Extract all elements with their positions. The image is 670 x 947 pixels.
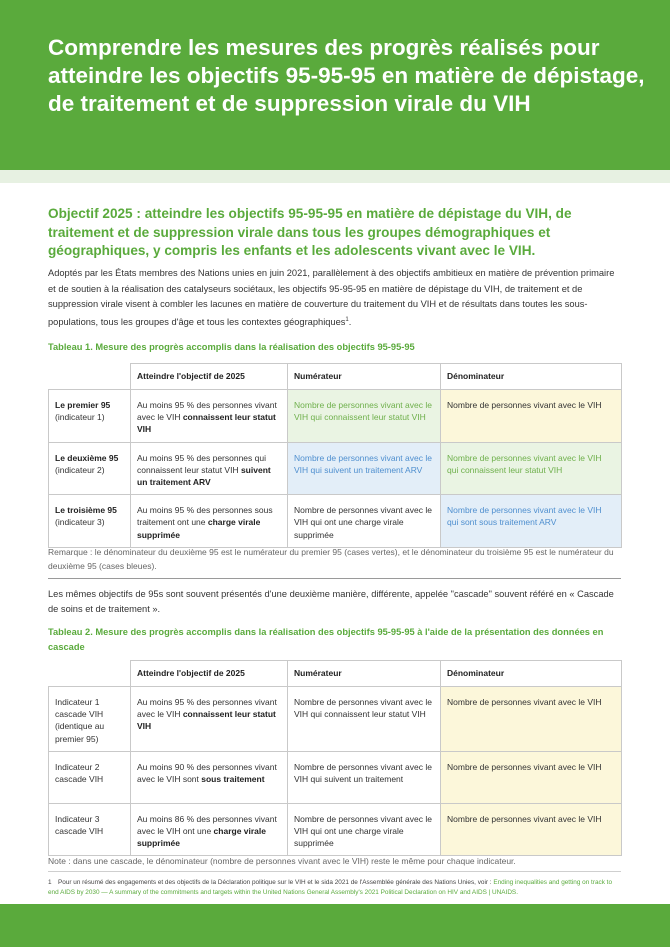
column-header-numerator: Numérateur <box>288 364 441 390</box>
numerator-cell: Nombre de personnes vivant avec le VIH qui ont une charge virale supprimée <box>288 803 441 856</box>
target-cell: Au moins 95 % des personnes qui connaissent leur statut VIH suivent un traitement ARV <box>131 442 288 495</box>
column-header-denominator: Dénominateur <box>441 661 622 687</box>
table1-header-row <box>49 364 622 390</box>
table2-corner-cell <box>49 661 131 687</box>
column-header-target: Atteindre l'objectif de 2025 <box>131 364 288 390</box>
denominator-cell: Nombre de personnes vivant avec le VIH <box>441 751 622 803</box>
row-label: Le troisième 95 (indicateur 3) <box>49 495 131 548</box>
intro-text: Adoptés par les États membres des Nations unies en juin 2021, parallèlement à des objectifs ambitieux en matière de prévention primaire et de soutien à la réalisation des catalyseurs sociétaux, les objectifs 95-95-95 en matière de dépistage du VIH, de traitement et de suppression virale visent à combler les lacunes en matière de couverture du traitement du VIH et de résultats dans toutes les sous-populations, tous les groupes d'âge et tous les contextes géographiques <box>48 268 615 327</box>
target-cell: Au moins 95 % des personnes vivant avec le VIH connaissent leur statut VIH <box>131 390 288 443</box>
row-label: Le premier 95 (indicateur 1) <box>49 390 131 443</box>
row-label: Indicateur 1 cascade VIH (identique au premier 95) <box>49 687 131 752</box>
denominator-cell: Nombre de personnes vivant avec le VIH <box>441 390 622 443</box>
header-divider-band <box>0 170 670 183</box>
denominator-cell: Nombre de personnes vivant avec le VIH qui sont sous traitement ARV <box>441 495 622 548</box>
table2-note: Note : dans une cascade, le dénominateur (nombre de personnes vivant avec le VIH) reste le même pour chaque indicateur. <box>48 856 516 866</box>
row-label: Le deuxième 95 (indicateur 2) <box>49 442 131 495</box>
table-row <box>49 442 622 495</box>
cascade-paragraph: Les mêmes objectifs de 95s sont souvent présentés d'une deuxième manière, différente, appelée "cascade" souvent référé en « Cascade de soins et de traitement ». <box>48 589 614 614</box>
numerator-cell: Nombre de personnes vivant avec le VIH qui connaissent leur statut VIH <box>288 390 441 443</box>
numerator-cell: Nombre de personnes vivant avec le VIH qui suivent un traitement ARV <box>288 442 441 495</box>
intro-paragraph: Adoptés par les États membres des Nations unies en juin 2021, parallèlement à des objectifs ambitieux en matière de prévention primaire et de soutien à la réalisation des catalyseurs sociétaux, les objectifs 95-95-95 en matière de dépistage du VIH, de traitement et de suppression virale visent à combler les lacunes en matière de couverture du traitement du VIH et de résultats dans toutes les sous-populations, tous les groupes d'âge et tous les contextes géographiques$^1$. <box>48 268 615 327</box>
footnote-text: Pour un résumé des engagements et des objectifs de la Déclaration politique sur le VIH et le sida 2021 de l'Assemblée générale des Nations Unies, voir : <box>58 879 494 886</box>
footnote-divider <box>48 871 621 872</box>
footnote <box>48 878 621 898</box>
numerator-cell: Nombre de personnes vivant avec le VIH qui suivent un traitement <box>288 751 441 803</box>
row-label: Indicateur 2 cascade VIH <box>49 751 131 803</box>
row-label: Indicateur 3 cascade VIH <box>49 803 131 856</box>
column-header-denominator: Dénominateur <box>441 364 622 390</box>
denominator-cell: Nombre de personnes vivant avec le VIH <box>441 803 622 856</box>
table1-note: Remarque : le dénominateur du deuxième 95 est le numérateur du premier 95 (cases vertes), et le dénominateur du troisième 95 est le numérateur du deuxième 95 (cases bleues). <box>48 547 614 571</box>
page-header <box>0 0 670 170</box>
table-row <box>49 390 622 443</box>
table-row <box>49 803 622 856</box>
section-divider <box>48 578 621 579</box>
column-header-numerator: Numérateur <box>288 661 441 687</box>
table-row <box>49 687 622 752</box>
target-cell: Au moins 95 % des personnes vivant avec le VIH connaissent leur statut VIH <box>131 687 288 752</box>
numerator-cell: Nombre de personnes vivant avec le VIH qui ont une charge virale supprimée <box>288 495 441 548</box>
footnote-link[interactable]: Ending inequalities and getting on track to end AIDS by 2030 — A summary of the commitments and targets within the United Nations General Assembly's 2021 Political Declaration on HIV and AIDS | UNAIDS. <box>48 879 612 896</box>
table-row <box>49 495 622 548</box>
denominator-cell: Nombre de personnes vivant avec le VIH <box>441 687 622 752</box>
page-footer-band <box>0 904 670 947</box>
table2-title: Tableau 2. Mesure des progrès accomplis dans la réalisation des objectifs 95-95-95 à l'aide de la présentation des données en cascade <box>48 627 604 652</box>
table-row <box>49 751 622 803</box>
footnote-number: 1 <box>48 879 52 886</box>
table2-header-row <box>49 661 622 687</box>
table1 <box>48 363 622 548</box>
target-cell: Au moins 95 % des personnes sous traitement ont une charge virale supprimée <box>131 495 288 548</box>
table2 <box>48 660 622 856</box>
page-title: Comprendre les mesures des progrès réalisés pour atteindre les objectifs 95-95-95 en matière de dépistage, de traitement et de suppression virale du VIH <box>48 35 645 116</box>
target-cell: Au moins 90 % des personnes vivant avec le VIH sont sous traitement <box>131 751 288 803</box>
numerator-cell: Nombre de personnes vivant avec le VIH qui connaissent leur statut VIH <box>288 687 441 752</box>
column-header-target: Atteindre l'objectif de 2025 <box>131 661 288 687</box>
table1-title: Tableau 1. Mesure des progrès accomplis dans la réalisation des objectifs 95-95-95 <box>48 342 415 352</box>
objective-heading: Objectif 2025 : atteindre les objectifs 95-95-95 en matière de dépistage du VIH, de traitement et de suppression virale dans tous les groupes démographiques et géographiques, y compris les enfants et les adolescents vivant avec le VIH. <box>48 206 572 258</box>
target-cell: Au moins 86 % des personnes vivant avec le VIH ont une charge virale supprimée <box>131 803 288 856</box>
table1-corner-cell <box>49 364 131 390</box>
footnote-ref[interactable]: 1 <box>345 316 349 323</box>
denominator-cell: Nombre de personnes vivant avec le VIH qui connaissent leur statut VIH <box>441 442 622 495</box>
